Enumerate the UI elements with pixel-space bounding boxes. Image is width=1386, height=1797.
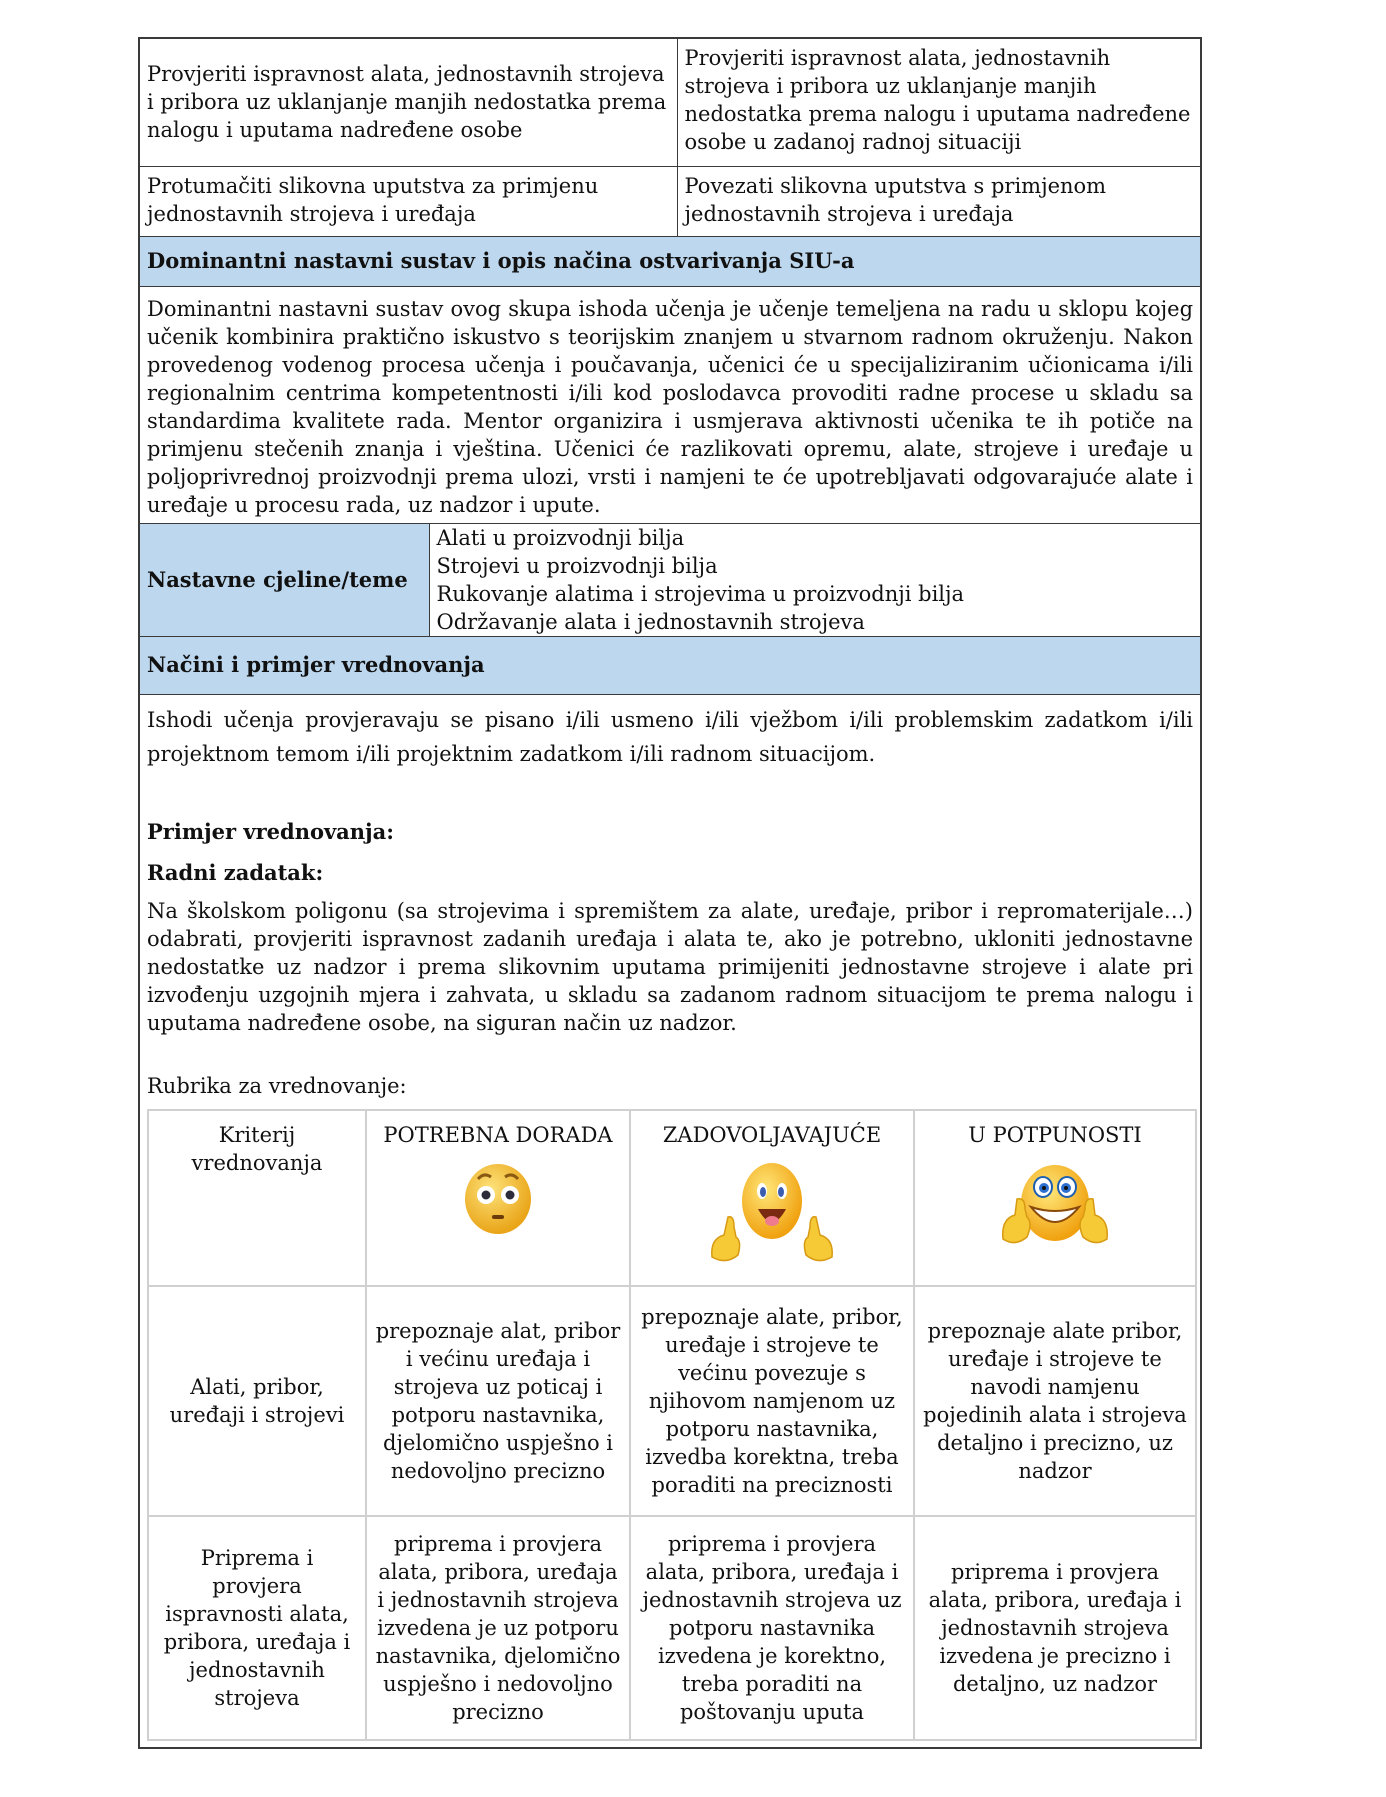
- rubric-cell: prepoznaje alate pribor, uređaje i strojeve te navodi namjenu pojedinih alata i strojeva detaljno i precizno, uz nadzor: [914, 1286, 1196, 1516]
- rubric-header-level: [366, 1110, 630, 1286]
- topics-label: Nastavne cjeline/teme: [139, 523, 429, 636]
- rubric-header-row: [148, 1110, 1196, 1286]
- rubric-header-level: [914, 1110, 1196, 1286]
- task-text: Na školskom poligonu (sa strojevima i spremištem za alate, uređaje, pribor i repromaterijale…) odabrati, provjeriti ispravnost zadanih uređaja i alata te, ako je potrebno, ukloniti jednostavne nedostatke uz nadzor i prema slikovnim uputama primijeniti jednostavne strojeve i alate pri izvođenju uzgojnih mjera i zahvata, u skladu sa zadanom radnom situacijom te prema nalogu i uputama nadređene osobe, na siguran način uz nadzor.: [147, 898, 1194, 1035]
- rubric-cell: prepoznaje alat, pribor i većinu uređaja i strojeva uz poticaj i potporu nastavnika, djelomično uspješno i nedovoljno precizno: [366, 1286, 630, 1516]
- section-header-row: [139, 236, 1201, 286]
- document-page: [138, 37, 1198, 1749]
- big-grin-thumbs-up-emoji-icon: [999, 1157, 1111, 1249]
- rubric-cell: prepoznaje alate, pribor, uređaje i strojeve te većinu povezuje s njihovom namjenom uz potporu nastavnika, izvedba korektna, treba poraditi na preciznosti: [630, 1286, 914, 1516]
- outcome-cell-right: Provjeriti ispravnost alata, jednostavnih strojeva i pribora uz uklanjanje manjih nedostatka prema nalogu i uputama nadređene osobe u zadanoj radnoj situaciji: [677, 38, 1201, 166]
- rubric-cell: priprema i provjera alata, pribora, uređaja i jednostavnih strojeva izvedena je uz potporu nastavnika, djelomično uspješno i nedovoljno precizno: [366, 1516, 630, 1740]
- dominant-system-heading: Dominantni nastavni sustav i opis načina ostvarivanja SIU-a: [139, 236, 1201, 286]
- topics-list: [429, 523, 1201, 636]
- topic-item: Strojevi u proizvodnji bilja: [436, 553, 718, 578]
- rubric-cell: priprema i provjera alata, pribora, uređaja i jednostavnih strojeva izvedena je precizno i detaljno, uz nadzor: [914, 1516, 1196, 1740]
- rubric-header-label: Kriterij vrednovanja: [191, 1122, 323, 1175]
- outcome-cell-left: Provjeriti ispravnost alata, jednostavnih strojeva i pribora uz uklanjanje manjih nedostatka prema nalogu i uputama nadređene osobe: [139, 38, 677, 166]
- evaluation-methods-text: Ishodi učenja provjeravaju se pisano i/ili usmeno i/ili vježbom i/ili problemskim zadatkom i/ili projektnom temom i/ili projektnim zadatkom i/ili radnom situacijom.: [147, 707, 1194, 766]
- rubric-criterion: Priprema i provjera ispravnosti alata, pribora, uređaja i jednostavnih strojeva: [148, 1516, 366, 1740]
- section-header-row: [139, 636, 1201, 694]
- dominant-system-row: [139, 286, 1201, 523]
- curriculum-table: [138, 37, 1202, 1749]
- outcome-cell-right: Povezati slikovna uputstva s primjenom jednostavnih strojeva i uređaja: [677, 166, 1201, 236]
- rubric-header-label: ZADOVOLJAVAJUĆE: [662, 1122, 882, 1147]
- outcome-row: [139, 38, 1201, 166]
- evaluation-heading: Načini i primjer vrednovanja: [139, 636, 1201, 694]
- topic-item: Alati u proizvodnji bilja: [436, 525, 685, 550]
- topics-row: [139, 523, 1201, 636]
- topic-item: Rukovanje alatima i strojevima u proizvodnji bilja: [436, 581, 965, 606]
- example-heading: Primjer vrednovanja:: [147, 818, 395, 844]
- topic-item: Održavanje alata i jednostavnih strojeva: [436, 609, 865, 634]
- rubric-criterion: Alati, pribor, uređaji i strojevi: [148, 1286, 366, 1516]
- evaluation-row: [139, 694, 1201, 1748]
- outcome-cell-left: Protumačiti slikovna uputstva za primjenu jednostavnih strojeva i uređaja: [139, 166, 677, 236]
- rubric-header-label: POTREBNA DORADA: [383, 1122, 613, 1147]
- outcome-row: [139, 166, 1201, 236]
- rubric-row: [148, 1516, 1196, 1740]
- rubric-header-label: U POTPUNOSTI: [968, 1122, 1142, 1147]
- dominant-system-text: Dominantni nastavni sustav ovog skupa ishoda učenja je učenje temeljena na radu u sklopu kojeg učenik kombinira praktično iskustvo s teorijskim znanjem u stvarnom radnom okruženju. Nakon provedenog vodenog procesa učenja i poučavanja, učenici će u specijaliziranim učionicama i/ili regionalnim centrima kompetentnosti i/ili kod poslodavca provoditi radne procese u skladu sa standardima kvalitete rada. Mentor organizira i usmjerava aktivnosti učenika te ih potiče na primjenu stečenih znanja i vještina. Učenici će razlikovati opremu, alate, strojeve i uređaje u poljoprivrednoj proizvodnji prema ulozi, vrsti i namjeni te će upotrebljavati odgovarajuće alate i uređaje u procesu rada, uz nadzor i upute.: [139, 286, 1201, 523]
- rubric-label: Rubrika za vrednovanje:: [147, 1073, 407, 1098]
- rubric-header-criterion: [148, 1110, 366, 1286]
- task-heading: Radni zadatak:: [147, 859, 324, 885]
- evaluation-content: [139, 694, 1201, 1748]
- rubric-header-level: [630, 1110, 914, 1286]
- rubric-cell: priprema i provjera alata, pribora, uređaja i jednostavnih strojeva uz potporu nastavnika izvedena je korektno, treba poraditi na poštovanju uputa: [630, 1516, 914, 1740]
- flushed-face-emoji-icon: [462, 1157, 534, 1237]
- rubric-row: [148, 1286, 1196, 1516]
- happy-face-thumbs-up-emoji-icon: [702, 1157, 842, 1269]
- rubric-table: [147, 1109, 1197, 1741]
